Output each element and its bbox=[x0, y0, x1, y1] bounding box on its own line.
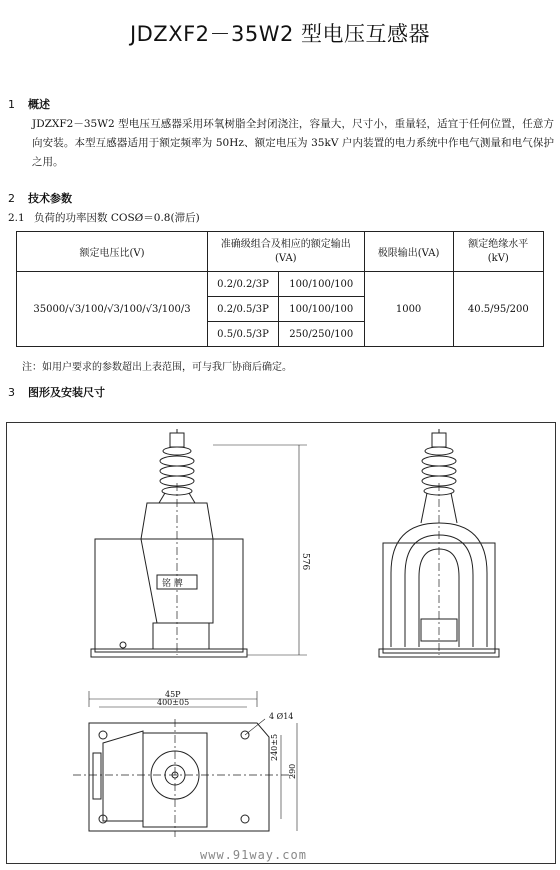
section-2-heading bbox=[8, 190, 72, 206]
hole-label: 4 Ø14 bbox=[269, 712, 294, 721]
cell-limit: 1000 bbox=[364, 272, 453, 347]
depth-inner-label: 240±5 bbox=[270, 733, 279, 761]
section-number: 3 bbox=[8, 386, 15, 399]
section-number: 1 bbox=[8, 98, 15, 111]
header-accuracy: 准确级组合及相应的额定输出(VA) bbox=[208, 232, 365, 272]
section-title: 概述 bbox=[28, 98, 50, 111]
page-title: JDZXF2－35W2 型电压互感器 bbox=[129, 22, 431, 46]
section-title: 图形及安装尺寸 bbox=[28, 386, 105, 399]
header-limit: 极限输出(VA) bbox=[364, 232, 453, 272]
front-view bbox=[91, 429, 307, 657]
table-note: 注：如用户要求的参数超出上表范围，可与我厂协商后确定。 bbox=[22, 362, 292, 373]
dimension-width-label: 45P bbox=[165, 690, 181, 699]
plan-view bbox=[73, 691, 297, 837]
dimension-height-label: 576 bbox=[300, 553, 310, 571]
drawing-svg bbox=[7, 423, 555, 863]
nameplate-label: 铭 牌 bbox=[162, 579, 183, 589]
cell-output: 250/250/100 bbox=[279, 322, 365, 347]
depth-outer-label: 290 bbox=[288, 763, 297, 779]
installation-drawing bbox=[6, 422, 556, 864]
section-2-1 bbox=[8, 210, 200, 225]
section-3-heading bbox=[8, 384, 105, 400]
section-1-body bbox=[8, 115, 554, 172]
insulator-sheds bbox=[159, 447, 195, 503]
cell-output: 100/100/100 bbox=[279, 297, 365, 322]
power-factor-text: 负荷的功率因数 COSØ＝0.8(滞后) bbox=[34, 212, 200, 224]
dimension-width-inner-label: 400±05 bbox=[157, 698, 190, 707]
cell-output: 100/100/100 bbox=[279, 272, 365, 297]
cell-class: 0.2/0.5/3P bbox=[208, 297, 279, 322]
section-1-heading bbox=[8, 96, 50, 112]
header-insulation: 额定绝缘水平(kV) bbox=[453, 232, 543, 272]
side-view bbox=[379, 429, 499, 657]
cell-class: 0.5/0.5/3P bbox=[208, 322, 279, 347]
section-title: 技术参数 bbox=[28, 192, 72, 205]
header-ratio: 额定电压比(V) bbox=[17, 232, 208, 272]
spec-table bbox=[16, 231, 544, 347]
section-number: 2 bbox=[8, 192, 15, 205]
dimension-height bbox=[213, 445, 307, 655]
cell-ratio: 35000/√3/100/√3/100/√3/100/3 bbox=[17, 272, 208, 347]
cell-class: 0.2/0.2/3P bbox=[208, 272, 279, 297]
watermark: www.91way.com bbox=[200, 848, 307, 862]
subsection-number: 2.1 bbox=[8, 212, 25, 224]
cell-insulation: 40.5/95/200 bbox=[453, 272, 543, 347]
paragraph: JDZXF2－35W2 型电压互感器采用环氧树脂全封闭浇注，容量大，尺寸小，重量轻，适宜于任何位置，任意方向安装。本型互感器适用于额定频率为 50Hz、额定电压为 35kV 户内装置的电力系统中作电气测量和电气保护之用。 bbox=[32, 118, 554, 168]
